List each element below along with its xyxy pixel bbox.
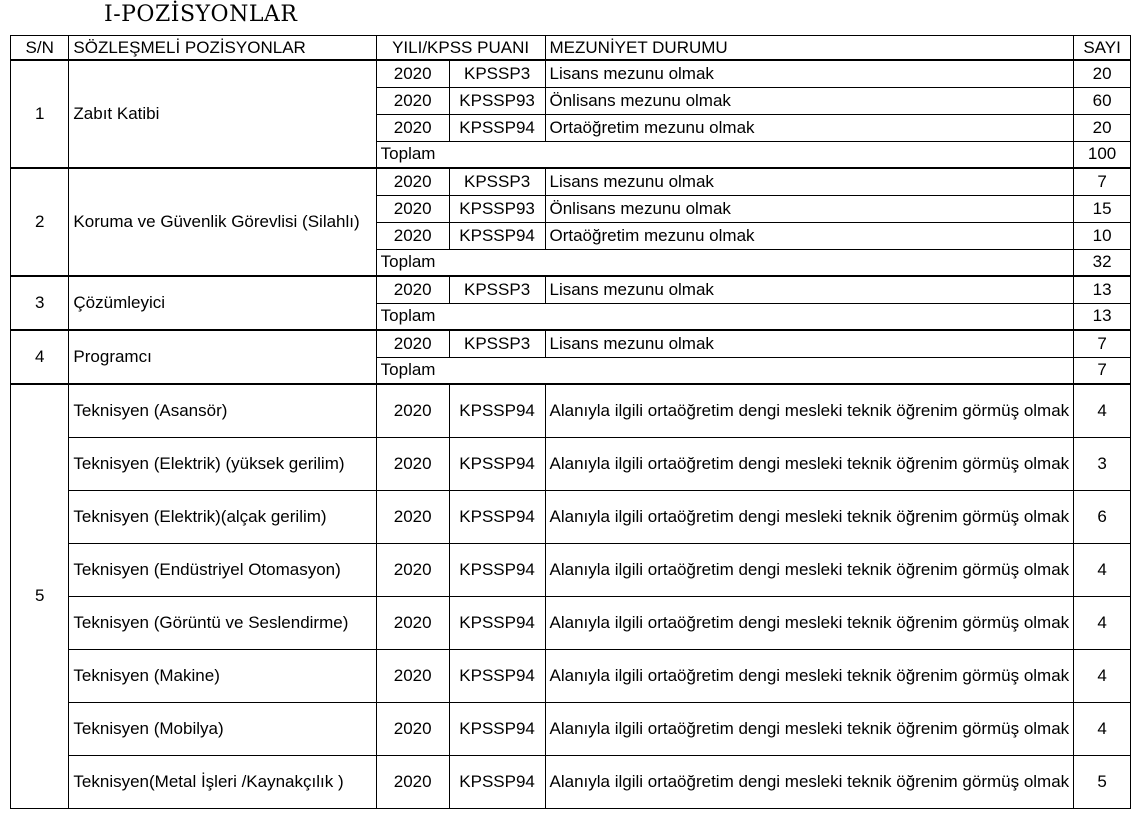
header-sn: S/N xyxy=(11,36,69,61)
row-year: 2020 xyxy=(376,596,449,649)
row-year: 2020 xyxy=(376,755,449,808)
row-count: 4 xyxy=(1074,702,1131,755)
positions-table xyxy=(10,35,1131,809)
row-graduation: Önlisans mezunu olmak xyxy=(545,87,1074,114)
row-position: Programcı xyxy=(69,330,376,384)
row-position: Teknisyen (Mobilya) xyxy=(69,702,376,755)
row-year: 2020 xyxy=(376,60,449,87)
row-position: Teknisyen (Makine) xyxy=(69,649,376,702)
row-count: 3 xyxy=(1074,437,1131,490)
row-position: Teknisyen (Görüntü ve Seslendirme) xyxy=(69,596,376,649)
row-score: KPSSP94 xyxy=(449,222,545,249)
row-graduation: Önlisans mezunu olmak xyxy=(545,195,1074,222)
table-row xyxy=(11,276,1131,303)
total-count: 7 xyxy=(1074,357,1131,384)
row-score: KPSSP3 xyxy=(449,330,545,357)
row-count: 20 xyxy=(1074,114,1131,141)
row-year: 2020 xyxy=(376,87,449,114)
row-graduation: Alanıyla ilgili ortaöğretim dengi mesleki teknik öğrenim görmüş olmak xyxy=(545,649,1074,702)
total-label: Toplam xyxy=(376,141,1074,168)
row-score: KPSSP3 xyxy=(449,168,545,195)
row-score: KPSSP94 xyxy=(449,437,545,490)
row-score: KPSSP94 xyxy=(449,596,545,649)
row-graduation: Lisans mezunu olmak xyxy=(545,168,1074,195)
row-sn: 2 xyxy=(11,168,69,276)
table-row xyxy=(11,437,1131,490)
row-count: 6 xyxy=(1074,490,1131,543)
table-row xyxy=(11,649,1131,702)
row-count: 4 xyxy=(1074,384,1131,437)
row-graduation: Alanıyla ilgili ortaöğretim dengi mesleki teknik öğrenim görmüş olmak xyxy=(545,596,1074,649)
row-count: 15 xyxy=(1074,195,1131,222)
row-graduation: Lisans mezunu olmak xyxy=(545,276,1074,303)
row-graduation: Alanıyla ilgili ortaöğretim dengi mesleki teknik öğrenim görmüş olmak xyxy=(545,490,1074,543)
row-graduation: Alanıyla ilgili ortaöğretim dengi mesleki teknik öğrenim görmüş olmak xyxy=(545,543,1074,596)
row-count: 13 xyxy=(1074,276,1131,303)
row-year: 2020 xyxy=(376,437,449,490)
row-count: 60 xyxy=(1074,87,1131,114)
row-year: 2020 xyxy=(376,168,449,195)
row-year: 2020 xyxy=(376,384,449,437)
row-year: 2020 xyxy=(376,195,449,222)
row-count: 4 xyxy=(1074,649,1131,702)
row-count: 20 xyxy=(1074,60,1131,87)
row-count: 10 xyxy=(1074,222,1131,249)
page-title: I-POZİSYONLAR xyxy=(104,2,298,27)
row-graduation: Alanıyla ilgili ortaöğretim dengi mesleki teknik öğrenim görmüş olmak xyxy=(545,702,1074,755)
row-position: Teknisyen (Elektrik)(alçak gerilim) xyxy=(69,490,376,543)
table-row xyxy=(11,330,1131,357)
row-position: Teknisyen (Endüstriyel Otomasyon) xyxy=(69,543,376,596)
total-label: Toplam xyxy=(376,303,1074,330)
row-score: KPSSP94 xyxy=(449,490,545,543)
table-row xyxy=(11,384,1131,437)
total-count: 13 xyxy=(1074,303,1131,330)
row-score: KPSSP3 xyxy=(449,60,545,87)
row-score: KPSSP94 xyxy=(449,543,545,596)
row-score: KPSSP93 xyxy=(449,87,545,114)
row-graduation: Ortaöğretim mezunu olmak xyxy=(545,114,1074,141)
table-row xyxy=(11,596,1131,649)
row-year: 2020 xyxy=(376,330,449,357)
row-position: Zabıt Katibi xyxy=(69,60,376,168)
row-score: KPSSP94 xyxy=(449,702,545,755)
total-label: Toplam xyxy=(376,249,1074,276)
row-count: 4 xyxy=(1074,596,1131,649)
row-count: 5 xyxy=(1074,755,1131,808)
row-graduation: Alanıyla ilgili ortaöğretim dengi mesleki teknik öğrenim görmüş olmak xyxy=(545,437,1074,490)
table-row xyxy=(11,543,1131,596)
table-row xyxy=(11,702,1131,755)
row-graduation: Ortaöğretim mezunu olmak xyxy=(545,222,1074,249)
row-score: KPSSP93 xyxy=(449,195,545,222)
row-year: 2020 xyxy=(376,702,449,755)
row-sn: 4 xyxy=(11,330,69,384)
total-count: 32 xyxy=(1074,249,1131,276)
row-graduation: Lisans mezunu olmak xyxy=(545,330,1074,357)
row-score: KPSSP94 xyxy=(449,384,545,437)
row-graduation: Alanıyla ilgili ortaöğretim dengi mesleki teknik öğrenim görmüş olmak xyxy=(545,384,1074,437)
header-count: SAYI xyxy=(1074,36,1131,61)
row-count: 7 xyxy=(1074,330,1131,357)
table-row xyxy=(11,490,1131,543)
row-graduation: Alanıyla ilgili ortaöğretim dengi mesleki teknik öğrenim görmüş olmak xyxy=(545,755,1074,808)
row-position: Koruma ve Güvenlik Görevlisi (Silahlı) xyxy=(69,168,376,276)
table-row xyxy=(11,60,1131,87)
row-year: 2020 xyxy=(376,276,449,303)
row-year: 2020 xyxy=(376,222,449,249)
row-year: 2020 xyxy=(376,543,449,596)
total-count: 100 xyxy=(1074,141,1131,168)
row-graduation: Lisans mezunu olmak xyxy=(545,60,1074,87)
row-position: Çözümleyici xyxy=(69,276,376,330)
row-score: KPSSP94 xyxy=(449,649,545,702)
table-row xyxy=(11,168,1131,195)
row-sn: 1 xyxy=(11,60,69,168)
total-label: Toplam xyxy=(376,357,1074,384)
row-sn: 5 xyxy=(11,384,69,808)
table-header-row xyxy=(11,36,1131,61)
row-count: 7 xyxy=(1074,168,1131,195)
row-count: 4 xyxy=(1074,543,1131,596)
row-position: Teknisyen (Elektrik) (yüksek gerilim) xyxy=(69,437,376,490)
row-sn: 3 xyxy=(11,276,69,330)
row-year: 2020 xyxy=(376,490,449,543)
header-year-score: YILI/KPSS PUANI xyxy=(376,36,545,61)
header-position: SÖZLEŞMELİ POZİSYONLAR xyxy=(69,36,376,61)
row-position: Teknisyen(Metal İşleri /Kaynakçılık ) xyxy=(69,755,376,808)
row-score: KPSSP94 xyxy=(449,755,545,808)
row-score: KPSSP3 xyxy=(449,276,545,303)
row-year: 2020 xyxy=(376,114,449,141)
row-year: 2020 xyxy=(376,649,449,702)
row-score: KPSSP94 xyxy=(449,114,545,141)
row-position: Teknisyen (Asansör) xyxy=(69,384,376,437)
table-row xyxy=(11,755,1131,808)
header-graduation: MEZUNİYET DURUMU xyxy=(545,36,1074,61)
